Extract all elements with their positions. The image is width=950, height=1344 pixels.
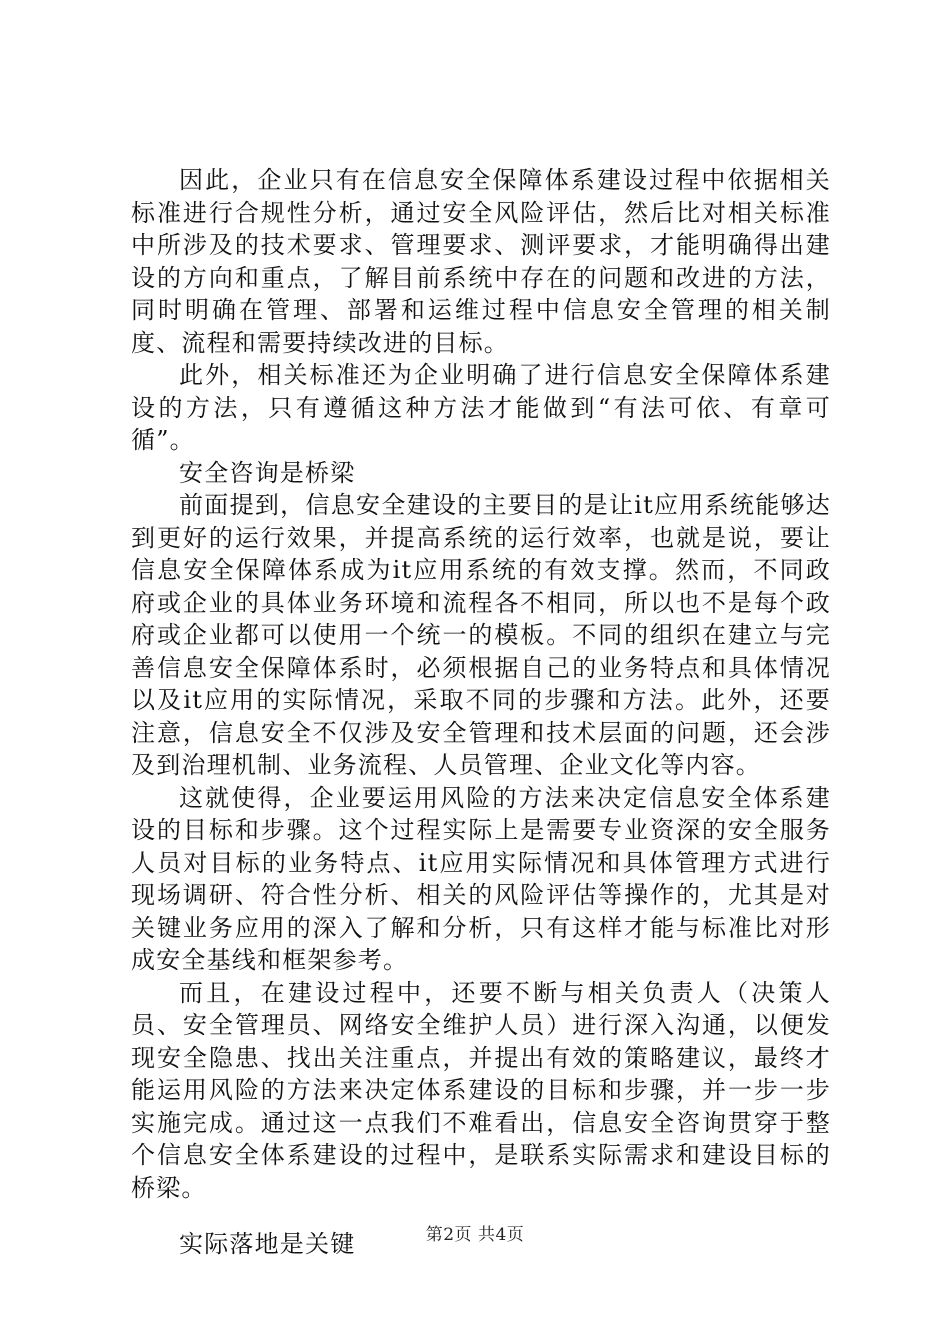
paragraph: 因此，企业只有在信息安全保障体系建设过程中依据相关标准进行合规性分析，通过安全风险评估，然后比对相关标准中所涉及的技术要求、管理要求、测评要求，才能明确得出建设的方向和重点，了解目前系统中存在的问题和改进的方法，同时明确在管理、部署和运维过程中信息安全管理的相关制度、流程和需要持续改进的目标。 [131,166,831,357]
paragraph: 而且，在建设过程中，还要不断与相关负责人（决策人员、安全管理员、网络安全维护人员）进行深入沟通，以便发现安全隐患、找出关注重点，并提出有效的策略建议，最终才能运用风险的方法来决定体系建设的目标和步骤，并一步一步实施完成。通过这一点我们不难看出，信息安全咨询贯穿于整个信息安全体系建设的过程中，是联系实际需求和建设目标的桥梁。 [131,978,831,1202]
paragraph: 前面提到，信息安全建设的主要目的是让it应用系统能够达到更好的运行效果，并提高系统的运行效率，也就是说，要让信息安全保障体系成为it应用系统的有效支撑。然而，不同政府或企业的具体业务环境和流程各不相同，所以也不是每个政府或企业都可以使用一个统一的模板。不同的组织在建立与完善信息安全保障体系时，必须根据自己的业务特点和具体情况以及it应用的实际情况，采取不同的步骤和方法。此外，还要注意，信息安全不仅涉及安全管理和技术层面的问题，还会涉及到治理机制、业务流程、人员管理、企业文化等内容。 [131,491,831,779]
document-body [131,164,831,1261]
paragraph: 此外，相关标准还为企业明确了进行信息安全保障体系建设的方法，只有遵循这种方法才能做到“有法可依、有章可循”。 [131,361,831,454]
section-heading: 安全咨询是桥梁 [179,458,356,487]
page-footer: 第2页 共4页 [425,1225,525,1245]
section-heading: 实际落地是关键 [179,1230,356,1258]
paragraph: 这就使得，企业要运用风险的方法来决定信息安全体系建设的目标和步骤。这个过程实际上是需要专业资深的安全服务人员对目标的业务特点、it应用实际情况和具体管理方式进行现场调研、符合性分析、相关的风险评估等操作的，尤其是对关键业务应用的深入了解和分析，只有这样才能与标准比对形成安全基线和框架参考。 [131,783,831,974]
